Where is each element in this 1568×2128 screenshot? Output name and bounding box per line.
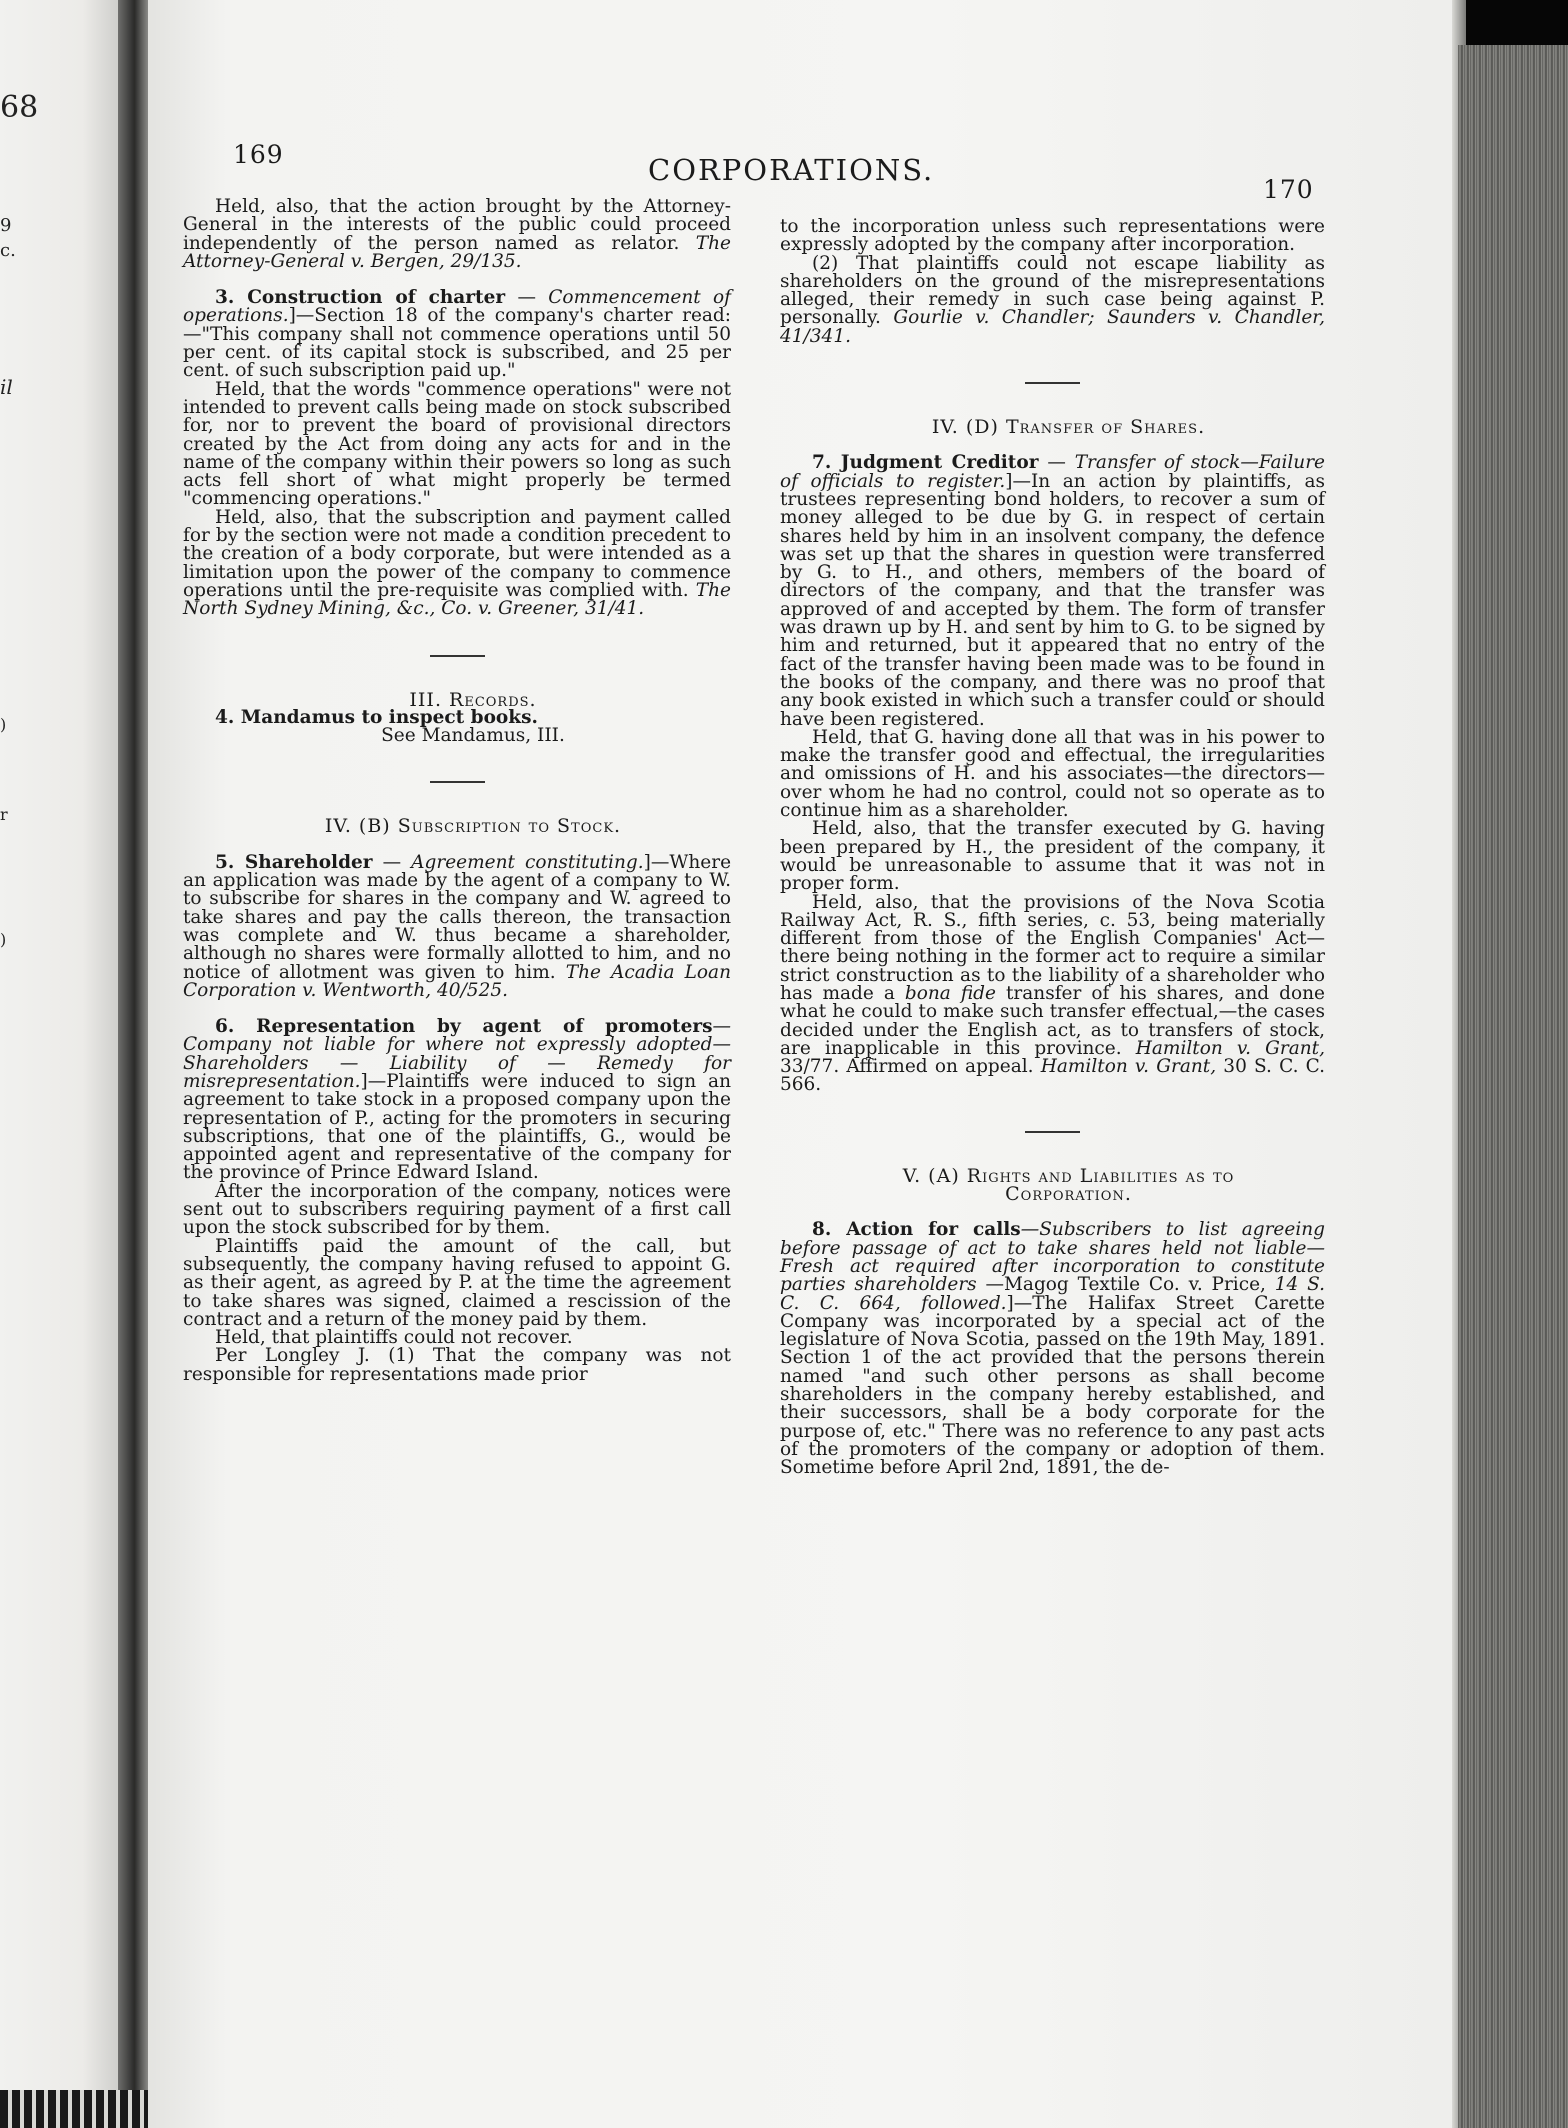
- paragraph: Held, that G. having done all that was in his power to make the transfer good and effectual, the irregularities and omissions of H. and his associates—the directors—over whom he had no control, could not so operate as to continue him as a shareholder.: [780, 726, 1325, 822]
- section-heading: V. (A) Rights and Liabilities as to: [902, 1164, 1235, 1187]
- entry-subject: —Company not liable for where not expressly adopted—Shareholders — Liability of — Remedy for misrepresentation.: [183, 1016, 731, 1092]
- cross-reference: See Mandamus, III.: [381, 725, 565, 747]
- paragraph-text: Held, also, that the provisions of the Nova Scotia Railway Act, R. S., fifth series, c. 53, being materially different from those of the English Companies' Act—there being nothing in the former act to require a similar strict construction as to the liability of a shareholder who has made a: [780, 891, 1325, 1004]
- entry-8: [780, 1221, 1325, 1477]
- entry-subject: Transfer of stock—Failure of officials to register.: [780, 452, 1326, 492]
- page-number-right: 170: [1263, 175, 1314, 204]
- entry-text: —Magog Textile Co. v. Price,: [976, 1274, 1275, 1296]
- book-gutter: [118, 0, 148, 2128]
- section-divider: [1025, 1131, 1080, 1133]
- entry-subject: Agreement constituting.: [411, 851, 644, 873]
- entry-text: ]—Plaintiffs were induced to sign an agreement to take stock in a proposed company upon the representation of P., acting for the promoters in securing subscriptions, that one of the plaintiffs, G., would be appointed agent and representative of the company for the province of Prince Edward Island.: [183, 1070, 731, 1184]
- case-citation: Hamilton v. Grant,: [1135, 1037, 1325, 1059]
- left-page-fragment: 68: [0, 90, 39, 125]
- entry-7: [780, 454, 1325, 728]
- section-heading: IV. (D) Transfer of Shares.: [931, 416, 1206, 439]
- paragraph: to the incorporation unless such representations were expressly adopted by the company after incorporation.: [780, 216, 1325, 256]
- case-citation: The Attorney-General v. Bergen, 29/135.: [183, 232, 731, 272]
- left-column: [183, 198, 731, 1384]
- entry-subject: Commencement of operations.: [183, 287, 731, 327]
- paragraph-text: transfer of his shares, and done what he could to make such transfer effectual,—the cases decided under the English act, as to transfers of stock, are inapplicable in this province.: [780, 982, 1325, 1059]
- entry-3: [183, 289, 731, 380]
- section-divider: [430, 655, 485, 657]
- left-facing-page: [0, 0, 118, 2128]
- left-page-fragment: 9: [0, 215, 12, 236]
- paragraph: [780, 252, 1325, 347]
- case-citation: The North Sydney Mining, &c., Co. v. Greener, 31/41.: [183, 579, 731, 620]
- case-citation: Hamilton v. Grant,: [1040, 1056, 1217, 1078]
- paragraph: Held, that plaintiffs could not recover.: [215, 1327, 573, 1349]
- entry-heading: 4. Mandamus to inspect books.: [215, 706, 538, 728]
- dash: —: [505, 287, 549, 309]
- paragraph: After the incorporation of the company, notices were sent out to subscribers requiring payment of a first call upon the stock subscribed for by them.: [183, 1180, 731, 1239]
- paragraph: Plaintiffs paid the amount of the call, but subsequently, the company having refused to appoint G. as their agent, as agreed by P. at the time the agreement to take shares was signed, claimed a rescission of the contract and a return of the money paid by them.: [183, 1235, 731, 1330]
- left-page-fragment: c.: [0, 240, 16, 261]
- paragraph: Held, that the words "commence operations" were not intended to prevent calls being made on stock subscribed for, nor to prevent the board of provisional directors created by the Act from doing any acts for and in the name of the company within their powers so long as such acts fell short of what might properly be termed "commencing operations.": [183, 378, 731, 510]
- running-head: CORPORATIONS.: [648, 153, 935, 187]
- left-page-fragment: il: [0, 375, 13, 399]
- case-citation: Gourlie v. Chandler; Saunders v. Chandler, 41/341.: [780, 307, 1325, 347]
- entry-subject: 14 S. C. C. 664, followed.: [780, 1274, 1325, 1314]
- entry-subject: —Subscribers to list agreeing before passage of act to take shares held not liable—Fresh act required after incorporation to constitute parties shareholders: [780, 1219, 1326, 1296]
- paragraph-text: Held, also, that the subscription and payment called for by the section were not made a condition precedent to the creation of a body corporate, but were intended as a limitation upon the power of the company to commence operations until the pre-requisite was complied with.: [183, 506, 731, 601]
- paragraph: [183, 198, 731, 271]
- section-divider: [1025, 382, 1080, 384]
- dash: —: [1038, 452, 1075, 474]
- dash: —: [372, 851, 412, 873]
- section-heading: IV. (B) Subscription to Stock.: [324, 815, 622, 838]
- book-page: [148, 0, 1458, 2128]
- paragraph: [183, 506, 731, 620]
- entry-heading: 3. Construction of charter: [215, 287, 506, 309]
- left-page-fragment: ): [0, 715, 7, 734]
- citation-ref: 33/77. Affirmed on appeal.: [780, 1056, 1041, 1078]
- paragraph: Per Longley J. (1) That the company was not responsible for representations made prior: [183, 1345, 731, 1385]
- page-stack-edges: [1458, 45, 1568, 2128]
- citation-ref: 30 S. C. C. 566.: [780, 1056, 1326, 1096]
- paragraph: [780, 891, 1326, 1096]
- entry-6: [183, 1018, 731, 1183]
- entry-5: [183, 851, 732, 1001]
- left-page-fragment: r: [0, 805, 8, 824]
- left-page-fragment: ): [0, 930, 7, 949]
- section-heading: III. Records.: [409, 688, 537, 711]
- entry-heading: 7. Judgment Creditor: [812, 452, 1039, 474]
- right-column: [780, 218, 1325, 1478]
- paragraph-text: Held, also, that the action brought by the Attorney-General in the interests of the public could proceed independently of the person named as relator.: [183, 196, 731, 254]
- entry-heading: 8. Action for calls: [812, 1219, 1021, 1241]
- entry-text: ]—Section 18 of the company's charter read:—"This company shall not commence operations until 50 per cent. of its capital stock is subscribed, and 25 per cent. of such subscription paid up.": [183, 305, 731, 382]
- page-number-left: 169: [233, 140, 284, 169]
- section-heading-cont: Corporation.: [1005, 1183, 1132, 1206]
- page-stack-bottom: [0, 2090, 150, 2128]
- entry-text: ]—In an action by plaintiffs, as trustees representing bond holders, to recover a sum of money alleged to be due by G. in respect of certain shares held by him in an insolvent company, the defence was set up that the shares in question were transferred by G. to H., and others, members of the board of directors of the company, and that the transfer was approved of and accepted by them. The form of transfer was drawn up by H. and sent by him to G. to be signed by him and returned, but it appeared that no entry of the fact of the transfer having been made was to be found in the books of the company, and there was no proof that any book existed in which such a transfer could or should have been registered.: [780, 470, 1326, 730]
- entry-heading: 6. Representation by agent of promoters: [215, 1016, 713, 1038]
- entry-text: ]—Where an application was made by the agent of a company to W. to subscribe for shares in the company and W. agreed to take shares and pay the calls thereon, the transaction was complete and W. thus became a shareholder, although no shares were formally allotted to him, and no notice of allotment was given to him.: [183, 851, 732, 983]
- section-divider: [430, 781, 485, 783]
- paragraph: Held, also, that the transfer executed by G. having been prepared by H., the president of the company, it would be unreasonable to assume that it was not in proper form.: [780, 818, 1325, 895]
- latin-phrase: bona fide: [904, 982, 996, 1004]
- case-citation: The Acadia Loan Corporation v. Wentworth, 40/525.: [183, 961, 731, 1001]
- paragraph-text: (2) That plaintiffs could not escape liability as shareholders on the ground of the misrepresentations alleged, their remedy in such case being against P. personally.: [780, 252, 1325, 329]
- entry-heading: 5. Shareholder: [215, 851, 373, 873]
- entry-text: ]—The Halifax Street Carette Company was incorporated by a special act of the legislature of Nova Scotia, passed on the 19th May, 1891. Section 1 of the act provided that the persons therein named "and such other persons as shall become shareholders in the company hereby established, and their successors, shall be a body corporate for the purpose of, etc." There was no reference to any past acts of the promoters of the company or adoption of them. Sometime before April 2nd, 1891, the de-: [780, 1292, 1325, 1479]
